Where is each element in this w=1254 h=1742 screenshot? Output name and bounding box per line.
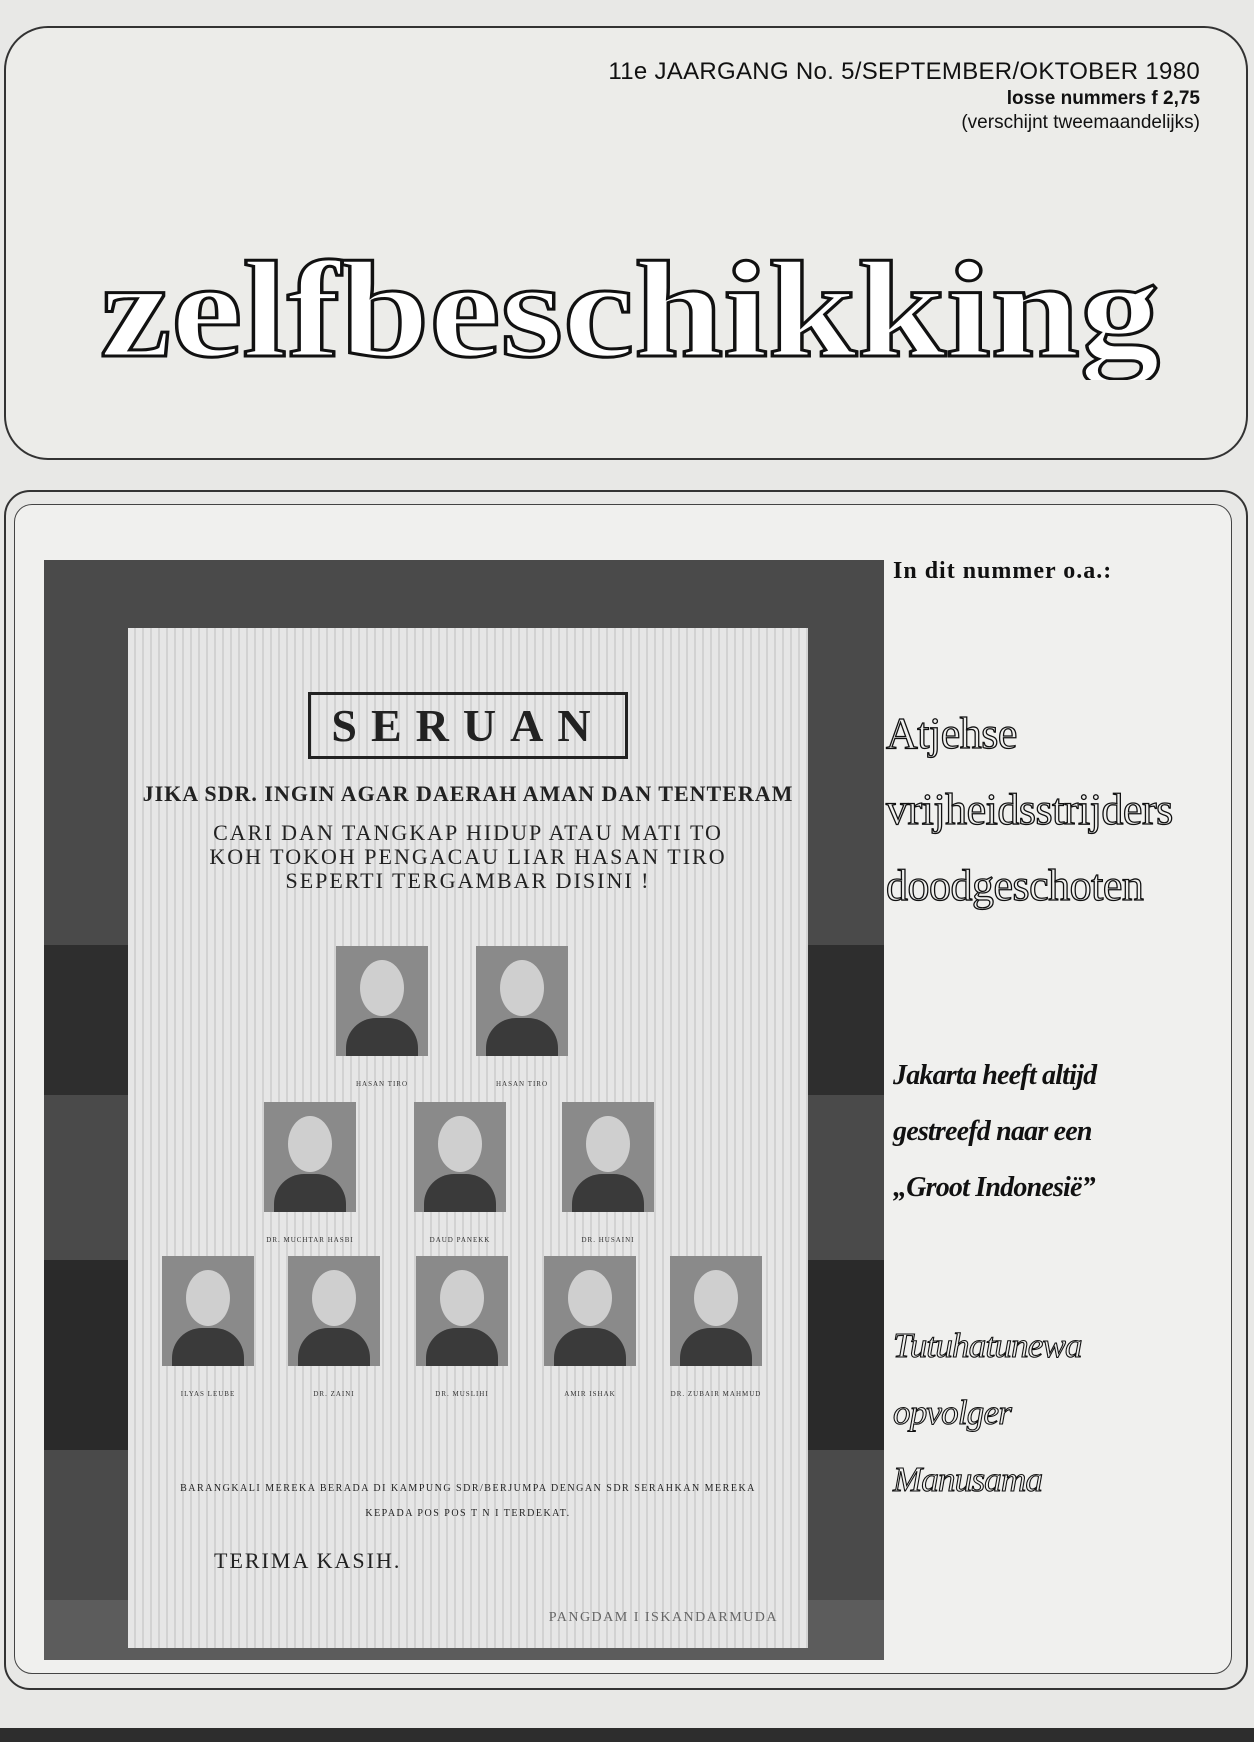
contents-heading: In dit nummer o.a.:: [893, 558, 1113, 584]
poster-signature: PANGDAM I ISKANDARMUDA: [548, 1610, 778, 1625]
scan-edge-bar: [0, 1728, 1254, 1742]
poster-thanks: TERIMA KASIH.: [214, 1548, 402, 1573]
portrait-photo: [162, 1256, 254, 1366]
cover-photo: [44, 560, 884, 1660]
story-teaser: [893, 1048, 1233, 1216]
masthead-text: zelfbeschikking: [100, 240, 1160, 380]
poster-line-part: SEPERTI TERGAMBAR DISINI !: [285, 868, 651, 893]
portrait-grid: [128, 628, 808, 1648]
story-line: Tutuhatunewa: [893, 1326, 1082, 1365]
poster-footer: KEPADA POS POS T N I TERDEKAT.: [365, 1508, 571, 1519]
headline-line: vrijheidsstrijders: [886, 785, 1173, 834]
portrait-photo: [562, 1102, 654, 1212]
portrait-caption: DR. ZUBAIR MAHMUD: [670, 1390, 762, 1398]
story-line: Jakarta heeft altijd: [893, 1060, 1097, 1091]
portrait-photo: [476, 946, 568, 1056]
portrait-caption: DR. MUSLIHI: [435, 1390, 489, 1398]
story-teaser: [893, 1312, 1233, 1513]
portrait-photo: [414, 1102, 506, 1212]
portrait-caption: DR. HUSAINI: [581, 1236, 635, 1244]
portrait-photo: [264, 1102, 356, 1212]
portrait-photo: [336, 946, 428, 1056]
issue-frequency: (verschijnt tweemaandelijks): [961, 112, 1200, 133]
story-line: „Groot Indonesië”: [893, 1172, 1095, 1203]
wanted-poster: [128, 628, 808, 1648]
poster-line-part: CARI DAN TANGKAP HIDUP ATAU MATI TO: [213, 820, 723, 845]
lead-headline: [886, 696, 1246, 924]
portrait-photo: [416, 1256, 508, 1366]
portrait-photo: [670, 1256, 762, 1366]
portrait-caption: ILYAS LEUBE: [180, 1390, 236, 1398]
portrait-caption: DR. MUCHTAR HASBI: [266, 1236, 354, 1244]
headline-line: doodgeschoten: [886, 861, 1144, 910]
portrait-caption: AMIR ISHAK: [564, 1390, 616, 1398]
headline-line: Atjehse: [886, 709, 1017, 758]
poster-line: JIKA SDR. INGIN AGAR DAERAH AMAN DAN TENTERAM: [142, 781, 794, 806]
issue-price: losse nummers f 2,75: [1006, 88, 1200, 109]
portrait-caption: DR. ZAINI: [313, 1390, 355, 1398]
portrait-caption: HASAN TIRO: [355, 1080, 409, 1088]
poster-line-part: KOH TOKOH PENGACAU LIAR HASAN TIRO: [209, 844, 727, 869]
issue-number: 11e JAARGANG No. 5/SEPTEMBER/OKTOBER 1980: [608, 58, 1200, 85]
portrait-photo: [544, 1256, 636, 1366]
portrait-photo: [288, 1256, 380, 1366]
masthead-title: [90, 240, 1170, 380]
story-line: opvolger: [893, 1393, 1012, 1432]
issue-info: [608, 58, 1200, 134]
portrait-caption: HASAN TIRO: [495, 1080, 549, 1088]
portrait-caption: DAUD PANEKK: [429, 1236, 491, 1244]
story-line: Manusama: [893, 1460, 1043, 1499]
poster-title: SERUAN: [308, 692, 627, 759]
poster-footer: BARANGKALI MEREKA BERADA DI KAMPUNG SDR/BERJUMPA DENGAN SDR SERAHKAN MEREKA: [180, 1483, 756, 1494]
story-line: gestreefd naar een: [893, 1116, 1092, 1147]
